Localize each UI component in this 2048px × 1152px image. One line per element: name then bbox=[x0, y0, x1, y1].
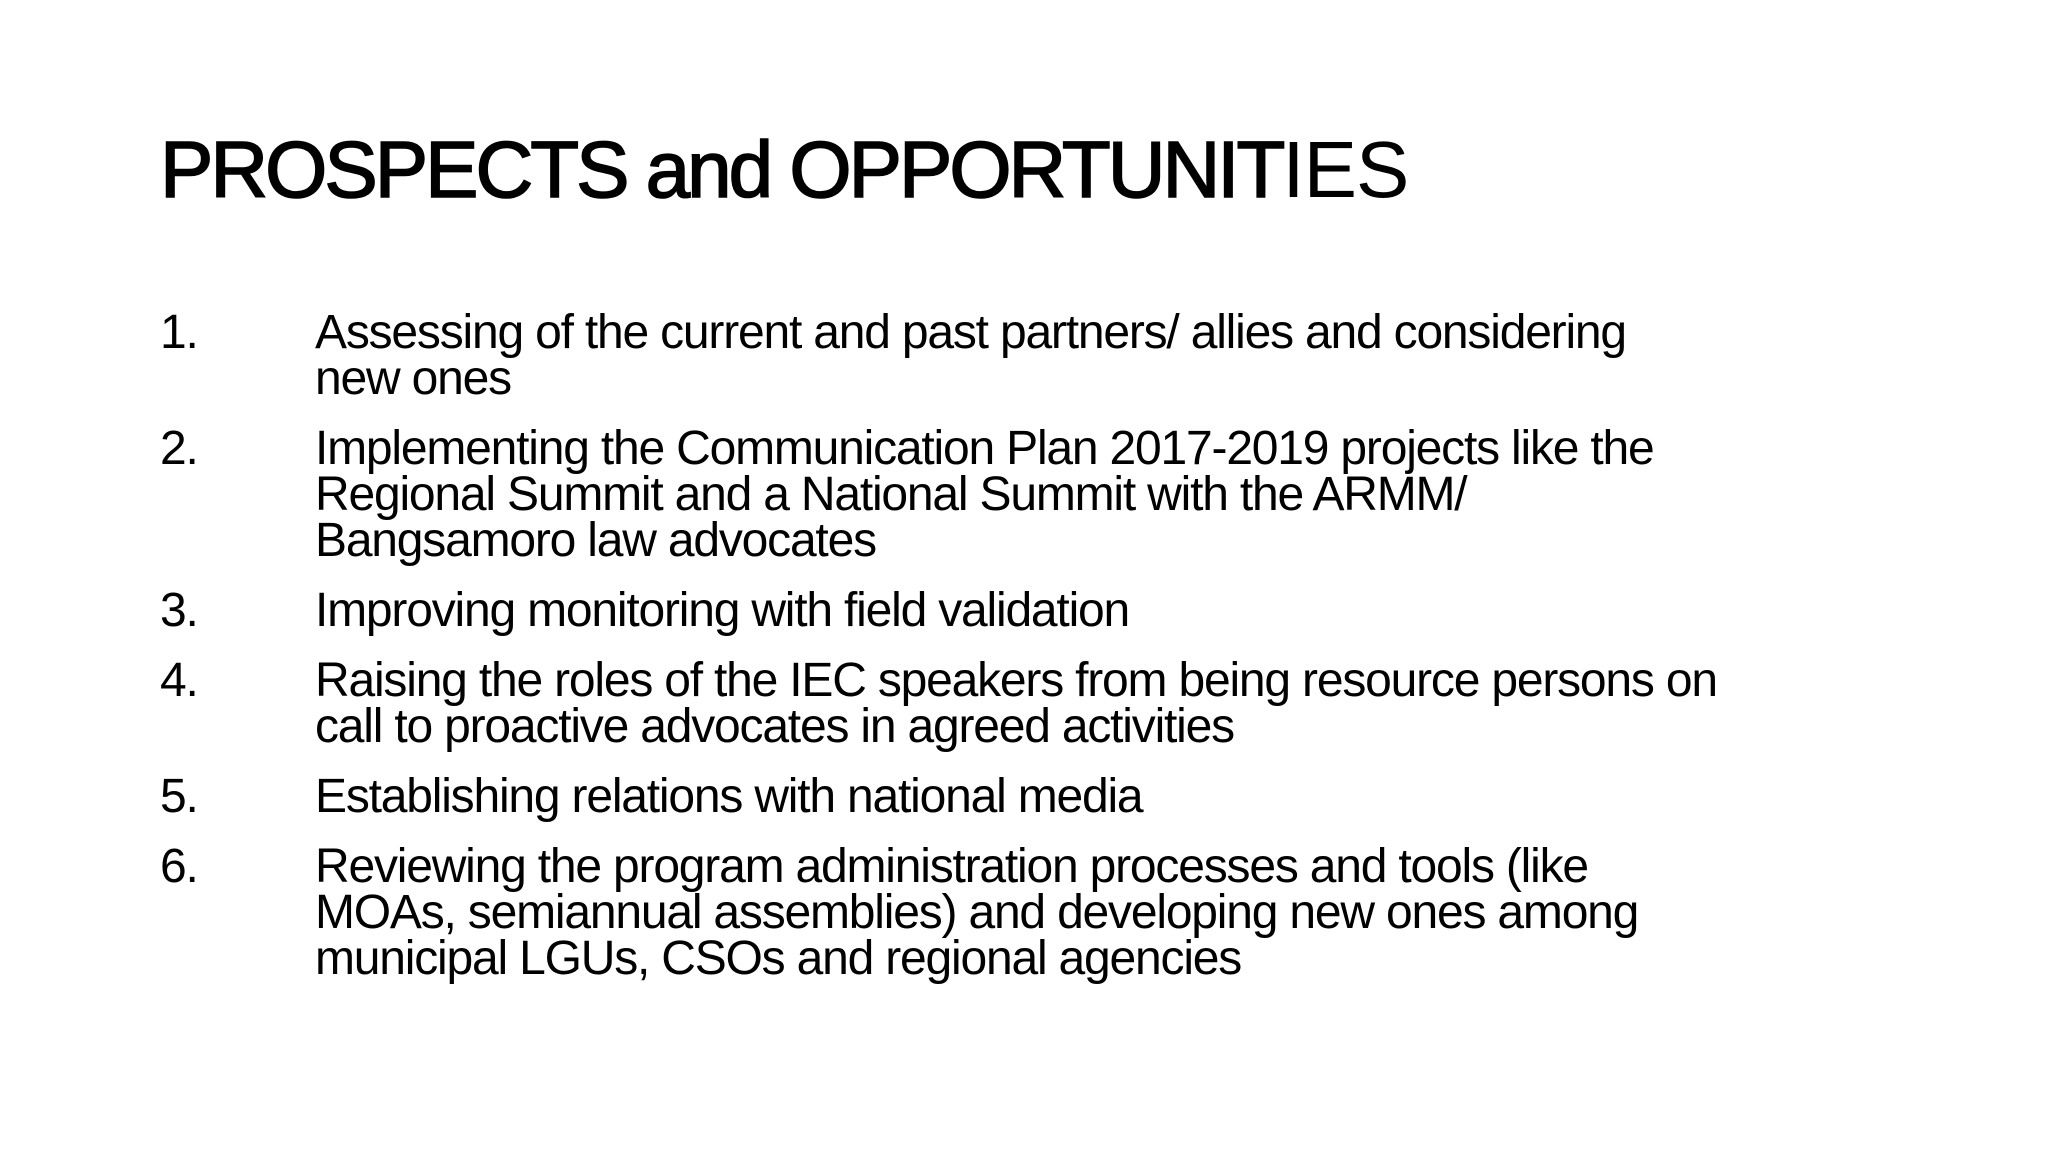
list-item-number: 5. bbox=[160, 770, 198, 823]
slide-title-tail: IES bbox=[1282, 125, 1409, 214]
list-item-number: 6. bbox=[160, 840, 198, 893]
list-item bbox=[160, 306, 1920, 405]
list-item bbox=[160, 840, 1920, 985]
numbered-list bbox=[160, 306, 1920, 1006]
list-item-text: Implementing the Communication Plan 2017-2019 projects like the Regional Summit and a National Summit with the ARMM/ Bangsamoro law advocates bbox=[315, 422, 1654, 567]
list-item-text: Establishing relations with national media bbox=[315, 770, 1143, 823]
list-item-number: 1. bbox=[160, 306, 198, 359]
list-item-text: Assessing of the current and past partners/ allies and considering new ones bbox=[315, 306, 1626, 405]
list-item-number: 4. bbox=[160, 654, 198, 707]
list-item-text: Raising the roles of the IEC speakers from being resource persons on call to proactive advocates in agreed activities bbox=[315, 654, 1717, 753]
list-item bbox=[160, 654, 1920, 753]
slide-title-main: PROSPECTS and OPPORTUNIT bbox=[160, 125, 1283, 214]
list-item bbox=[160, 422, 1920, 567]
list-item-number: 2. bbox=[160, 422, 198, 475]
list-item bbox=[160, 584, 1920, 637]
list-item-text: Improving monitoring with field validation bbox=[315, 584, 1130, 637]
list-item-text: Reviewing the program administration processes and tools (like MOAs, semiannual assemblies) and developing new ones among municipal LGUs, CSOs and regional agencies bbox=[315, 840, 1639, 985]
slide-title bbox=[160, 122, 1408, 218]
list-item-number: 3. bbox=[160, 584, 198, 637]
list-item bbox=[160, 770, 1920, 823]
